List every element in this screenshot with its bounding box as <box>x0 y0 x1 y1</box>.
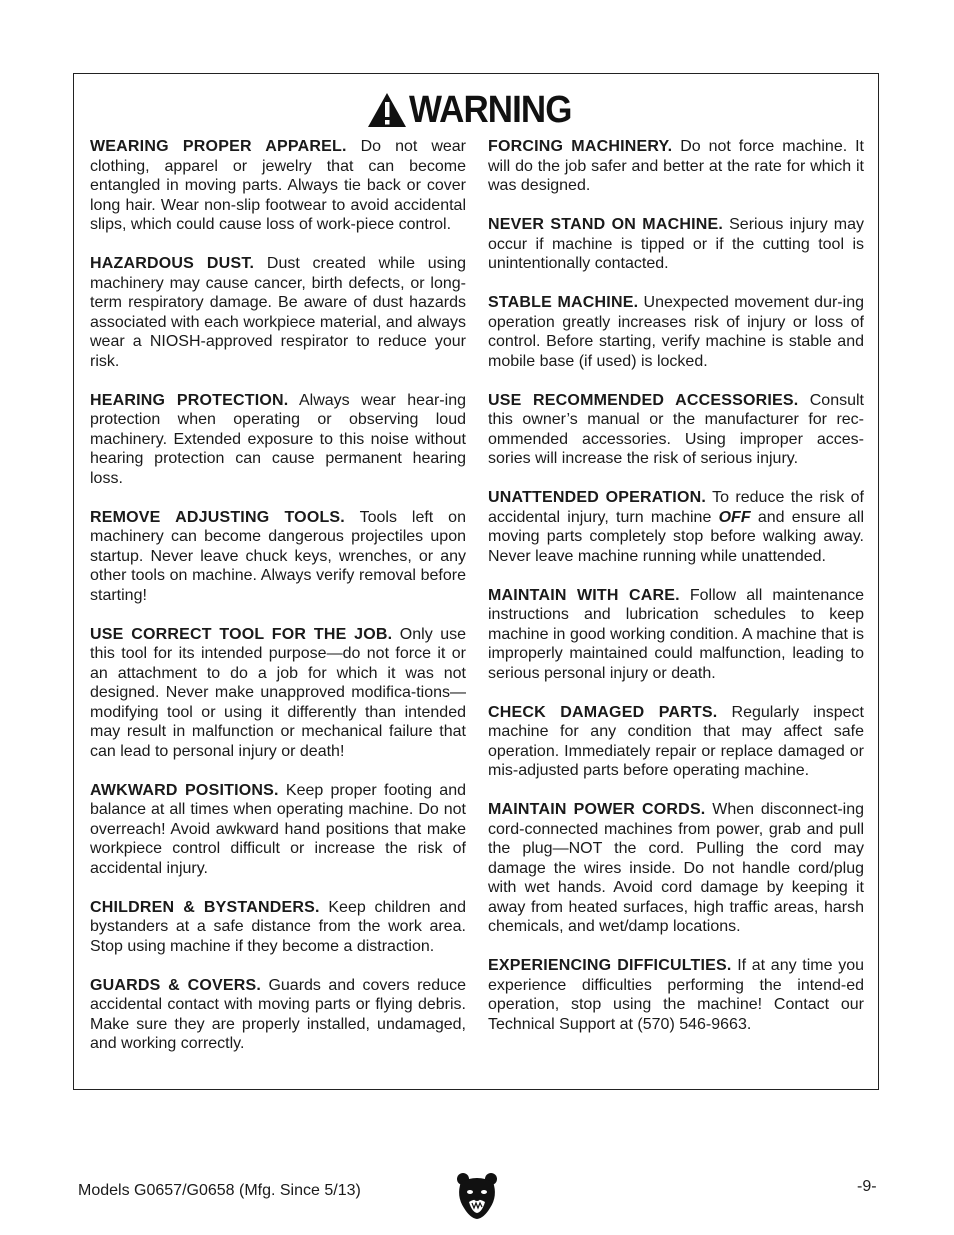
paragraph-experiencing-difficulties: EXPERIENCING DIFFICULTIES. If at any time you experience difficulties performing the intend-ed operation, stop using the machine! Contact our Technical Support at (570) 546-9663. <box>488 957 864 1033</box>
paragraph-remove-adjusting-tools: REMOVE ADJUSTING TOOLS. Tools left on machinery can become dangerous projectiles upon startup. Never leave chuck keys, wrenches, or any other tools on machine. Always verify removal before starting! <box>90 508 466 604</box>
grizzly-bear-logo-icon <box>456 1172 498 1220</box>
warning-box <box>73 73 879 1090</box>
paragraph-children-bystanders: CHILDREN & BYSTANDERS. Keep children and bystanders at a safe distance from the work area. Stop using machine if they become a distraction. <box>90 898 466 955</box>
off-emphasis: OFF <box>718 508 751 526</box>
left-column <box>90 137 466 1073</box>
paragraph-guards-covers: GUARDS & COVERS. Guards and covers reduce accidental contact with moving parts or flying debris. Make sure they are properly installed, undamaged, and working correctly. <box>90 976 466 1052</box>
paragraph-maintain-power-cords: MAINTAIN POWER CORDS. When disconnect-ing cord-connected machines from power, grab and pull the plug—NOT the cord. Pulling the cord may damage the wires inside. Do not handle cord/plug with wet hands. Avoid cord damage by keeping it away from heated surfaces, high traffic areas, harsh chemicals, and wet/damp locations. <box>488 801 864 935</box>
paragraph-use-correct-tool: USE CORRECT TOOL FOR THE JOB. Only use this tool for its intended purpose—do not force it or an attachment to do a job for which it was not designed. Never make unapproved modifica-tions—modifying tool or using it differently than intended may result in malfunction or mechanical failure that can lead to personal injury or death! <box>90 625 466 760</box>
footer-models: Models G0657/G0658 (Mfg. Since 5/13) <box>78 1182 361 1199</box>
right-column <box>488 137 864 1054</box>
paragraph-forcing-machinery: FORCING MACHINERY. Do not force machine. It will do the job safer and better at the rate for which it was designed. <box>488 138 864 194</box>
paragraph-maintain-with-care: MAINTAIN WITH CARE. Follow all maintenance instructions and lubrication schedules to keep machine in good working condition. A machine that is improperly maintained could malfunction, leading to serious personal injury or death. <box>488 586 864 682</box>
paragraph-use-recommended-accessories: USE RECOMMENDED ACCESSORIES. Consult this owner’s manual or the manufacturer for rec-ommended accessories. Using improper acces-sories will increase the risk of serious injury. <box>488 391 864 467</box>
paragraph-never-stand-on-machine: NEVER STAND ON MACHINE. Serious injury may occur if machine is tipped or if the cutting tool is unintentionally contacted. <box>488 216 865 272</box>
paragraph-unattended-operation: UNATTENDED OPERATION. To reduce the risk of accidental injury, turn machine OFF and ensure all moving parts completely stop before walking away. Never leave machine running while unattended. <box>488 489 864 565</box>
footer-page-number: -9- <box>857 1178 877 1195</box>
paragraph-stable-machine: STABLE MACHINE. Unexpected movement dur-ing operation greatly increases risk of injury or loss of control. Before starting, verify machine is stable and mobile base (if used) is locked. <box>488 294 864 370</box>
paragraph-hearing-protection: HEARING PROTECTION. Always wear hear-ing protection when operating or observing loud machinery. Extended exposure to this noise without hearing protection can cause permanent hearing loss. <box>90 391 466 487</box>
warning-triangle-icon <box>367 92 407 128</box>
warning-banner <box>74 88 878 132</box>
paragraph-hazardous-dust: HAZARDOUS DUST. Dust created while using machinery may cause cancer, birth defects, or long-term respiratory damage. Be aware of dust hazards associated with each workpiece material, and always wear a NIOSH-approved respirator to reduce your risk. <box>90 255 467 370</box>
paragraph-awkward-positions: AWKWARD POSITIONS. Keep proper footing and balance at all times when operating machine. Do not overreach! Avoid awkward hand positions that make workpiece control difficult or increase the risk of accidental injury. <box>90 781 466 877</box>
paragraph-wearing-proper-apparel: WEARING PROPER APPAREL. Do not wear clothing, apparel or jewelry that can become entangled in moving parts. Always tie back or cover long hair. Wear non-slip footwear to avoid accidental slips, which could cause loss of work-piece control. <box>90 138 466 233</box>
paragraph-check-damaged-parts: CHECK DAMAGED PARTS. Regularly inspect machine for any condition that may affect safe operation. Immediately repair or replace damaged or mis-adjusted parts before operating machine. <box>488 703 864 779</box>
warning-title: WARNING <box>408 88 572 131</box>
